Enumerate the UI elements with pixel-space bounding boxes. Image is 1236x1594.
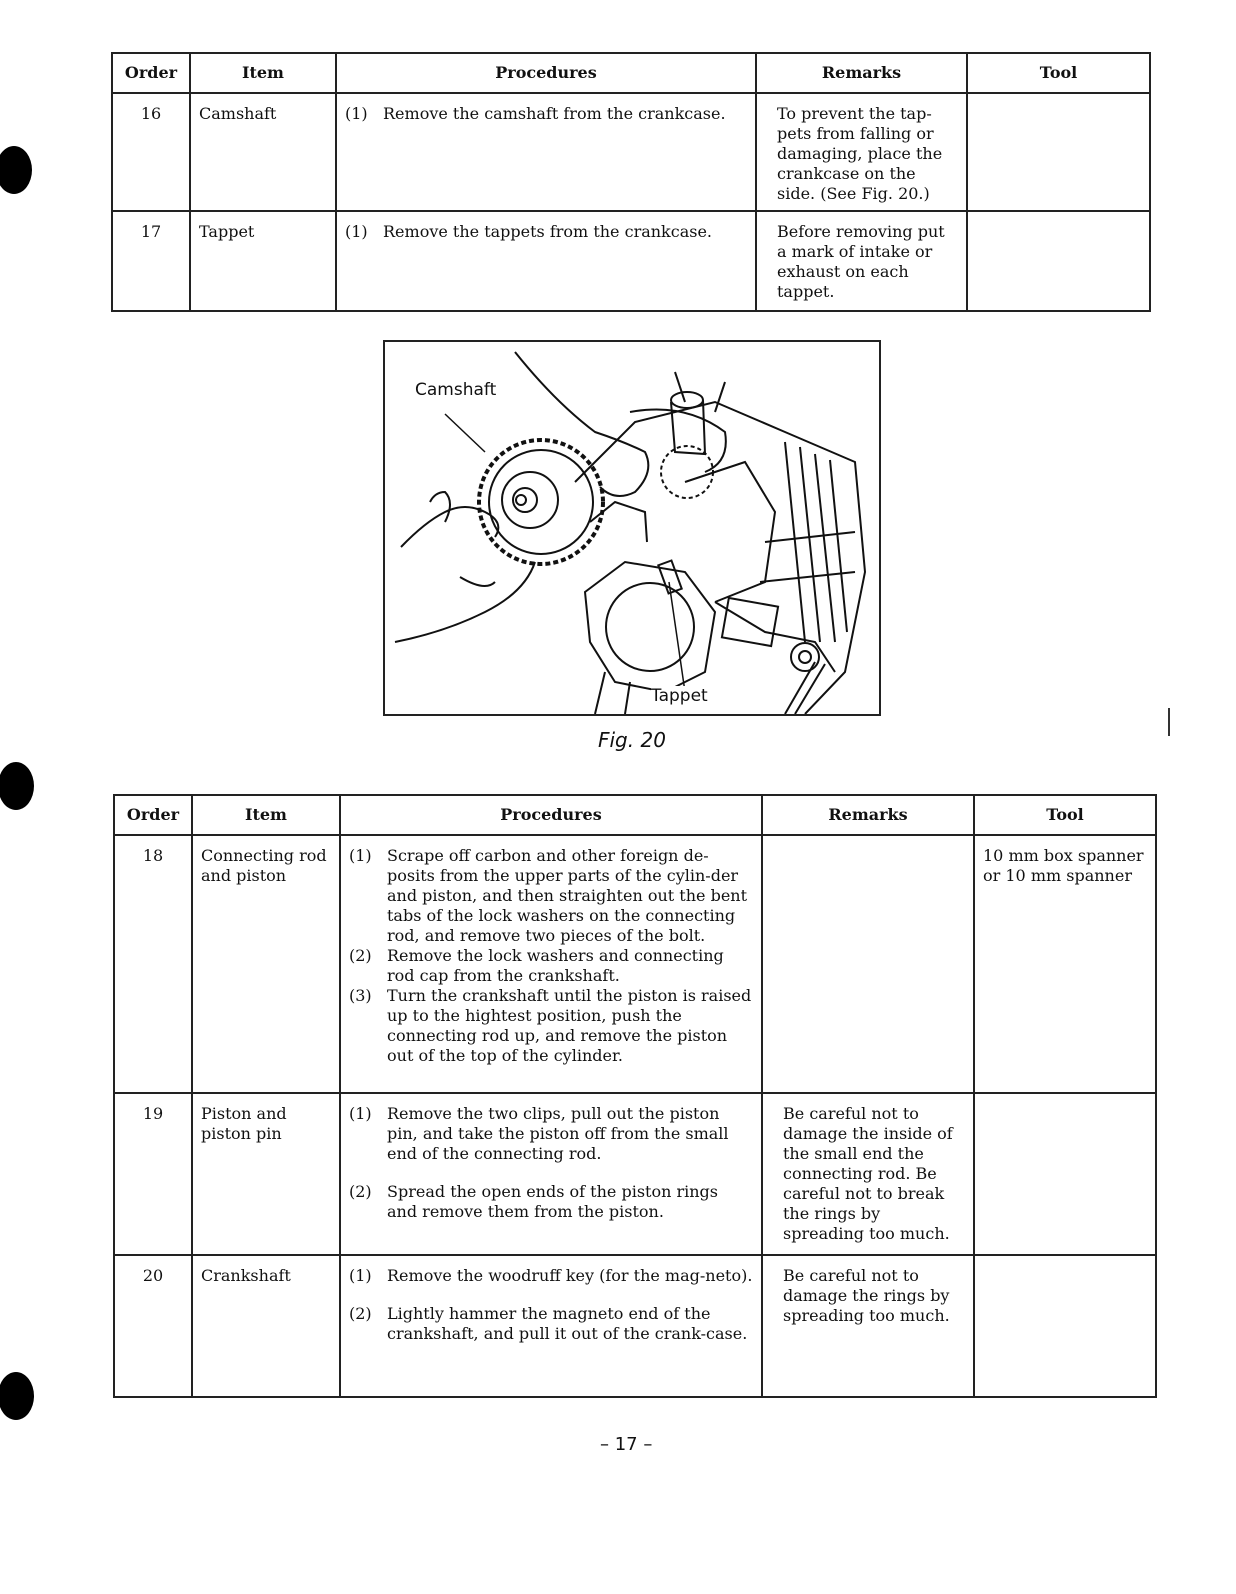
procedure-step: (1) Remove the woodruff key (for the mag-neto). [349, 1266, 753, 1285]
procedure-step: (2) Spread the open ends of the piston rings and remove them from the piston. [349, 1182, 718, 1221]
table-header-row [114, 795, 1156, 835]
row-procedures [336, 211, 756, 311]
row-order: 16 [112, 93, 190, 211]
table-row [114, 1093, 1156, 1255]
row-remarks: Be careful not to damage the rings by spreading too much. [762, 1255, 974, 1397]
binder-hole-top [0, 146, 32, 194]
procedure-step: (2) Remove the lock washers and connecting rod cap from the crankshaft. [349, 946, 724, 985]
procedure-step: (2) Lightly hammer the magneto end of the crankshaft, and pull it out of the crank-case. [349, 1304, 748, 1343]
row-tool [974, 1255, 1156, 1397]
table-header-row [112, 53, 1150, 93]
row-tool: 10 mm box spanner or 10 mm spanner [974, 835, 1156, 1093]
header-remarks: Remarks [762, 795, 974, 835]
row-tool [974, 1093, 1156, 1255]
row-remarks [762, 835, 974, 1093]
row-order: 18 [114, 835, 192, 1093]
header-order: Order [114, 795, 192, 835]
header-item: Item [190, 53, 336, 93]
header-procedures: Procedures [336, 53, 756, 93]
header-item: Item [192, 795, 340, 835]
row-procedures [340, 835, 762, 1093]
binder-hole-middle [0, 762, 34, 810]
row-order: 19 [114, 1093, 192, 1255]
row-tool [967, 211, 1150, 311]
header-procedures: Procedures [340, 795, 762, 835]
row-order: 17 [112, 211, 190, 311]
table-row [114, 1255, 1156, 1397]
procedure-step: (1) Remove the camshaft from the crankcase. [345, 104, 726, 123]
table-row [112, 93, 1150, 211]
row-item: Connecting rod and piston [192, 835, 340, 1093]
table-row [112, 211, 1150, 311]
figure-camshaft-removal [383, 340, 881, 716]
page-number: – 17 – [600, 1434, 653, 1455]
header-order: Order [112, 53, 190, 93]
header-tool: Tool [967, 53, 1150, 93]
procedure-step: (1) Scrape off carbon and other foreign de-posits from the upper parts of the cylin-der and piston, and then straighten out the bent tabs of the lock washers on the connecting rod, and remove two pieces of the bolt. [349, 846, 748, 945]
row-item: Crankshaft [192, 1255, 340, 1397]
table-row [114, 835, 1156, 1093]
label-tappet: Tappet [651, 686, 708, 706]
margin-mark [1168, 708, 1170, 736]
row-item: Piston and piston pin [192, 1093, 340, 1255]
row-item: Camshaft [190, 93, 336, 211]
row-remarks: To prevent the tap-pets from falling or damaging, place the crankcase on the side. (See Fig. 20.) [756, 93, 967, 211]
binder-hole-bottom [0, 1372, 34, 1420]
row-tool [967, 93, 1150, 211]
label-camshaft: Camshaft [415, 380, 497, 400]
procedure-step: (1) Remove the tappets from the crankcase. [345, 222, 713, 241]
procedure-step: (3) Turn the crankshaft until the piston is raised up to the hightest position, push the connecting rod up, and remove the piston out of the top of the cylinder. [349, 986, 752, 1065]
header-tool: Tool [974, 795, 1156, 835]
row-procedures [336, 93, 756, 211]
row-item: Tappet [190, 211, 336, 311]
figure-caption: Fig. 20 [598, 728, 666, 752]
header-remarks: Remarks [756, 53, 967, 93]
procedure-table-2 [113, 794, 1157, 1398]
procedure-table-1 [111, 52, 1151, 312]
row-order: 20 [114, 1255, 192, 1397]
row-remarks: Before removing put a mark of intake or exhaust on each tappet. [756, 211, 967, 311]
row-procedures [340, 1255, 762, 1397]
procedure-step: (1) Remove the two clips, pull out the piston pin, and take the piston off from the small end of the connecting rod. [349, 1104, 729, 1163]
row-remarks: Be careful not to damage the inside of the small end the connecting rod. Be careful not to break the rings by spreading too much. [762, 1093, 974, 1255]
row-procedures [340, 1093, 762, 1255]
